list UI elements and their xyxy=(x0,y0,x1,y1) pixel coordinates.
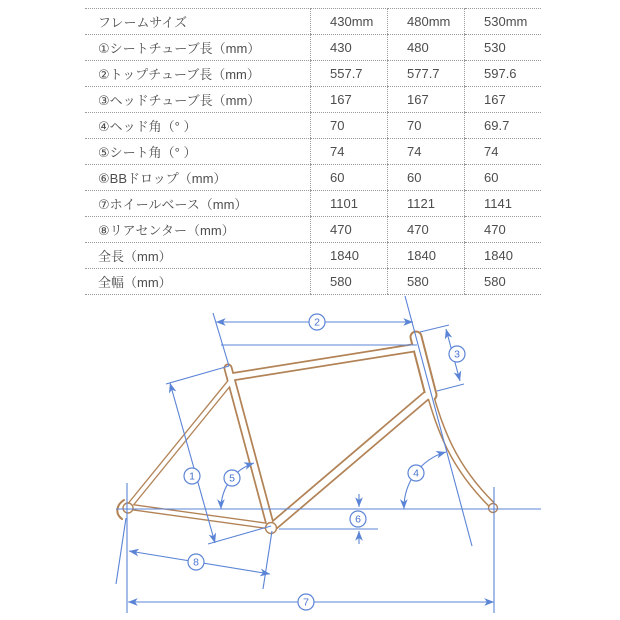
dim-seat-tube-tick-top xyxy=(166,366,229,384)
dim-head-tube-tick-top xyxy=(420,325,449,332)
svg-text:8: 8 xyxy=(193,556,199,569)
row-value-cell: 1840 xyxy=(311,243,388,269)
header-label-cell: フレームサイズ xyxy=(85,9,311,35)
row-value-cell: 167 xyxy=(311,87,388,113)
callout-top-tube xyxy=(309,314,325,330)
front-axle-circle xyxy=(489,504,498,513)
row-value-cell: 1840 xyxy=(465,243,542,269)
row-value-cell: 74 xyxy=(388,139,465,165)
row-value-cell: 597.6 xyxy=(465,61,542,87)
row-value-cell: 480 xyxy=(388,35,465,61)
dim-seat-tube-tick-bottom xyxy=(208,526,271,544)
row-value-cell: 69.7 xyxy=(465,113,542,139)
row-label-cell: ⑤シート角（° ） xyxy=(85,139,311,165)
row-label-cell: ③ヘッドチューブ長（mm） xyxy=(85,87,311,113)
svg-text:1: 1 xyxy=(189,470,195,483)
dimension-lines xyxy=(116,296,541,613)
callout-head-angle xyxy=(408,465,424,481)
rear-center-ext-right xyxy=(263,531,272,589)
row-label-cell: ②トップチューブ長（mm） xyxy=(85,61,311,87)
row-label-cell: 全長（mm） xyxy=(85,243,311,269)
rear-center-ext-left xyxy=(116,518,126,584)
row-value-cell: 580 xyxy=(465,269,542,295)
row-value-cell: 580 xyxy=(311,269,388,295)
seat-angle-arc xyxy=(221,463,254,509)
callout-bb-drop xyxy=(350,511,366,527)
seat-axis-extension xyxy=(213,313,229,366)
row-label-cell: ⑧リアセンター（mm） xyxy=(85,217,311,243)
dim-head-tube-tick-bottom xyxy=(437,384,464,391)
row-value-cell: 1141 xyxy=(465,191,542,217)
row-label-cell: ⑦ホイールベース（mm） xyxy=(85,191,311,217)
rear-axle-circle xyxy=(123,503,133,513)
row-value-cell: 60 xyxy=(465,165,542,191)
row-label-cell: 全幅（mm） xyxy=(85,269,311,295)
bb-circle xyxy=(266,523,277,534)
svg-text:2: 2 xyxy=(314,316,320,329)
row-value-cell: 470 xyxy=(465,217,542,243)
callout-rear-center xyxy=(188,554,204,570)
head-angle-arc xyxy=(404,452,446,509)
callout-seat-tube xyxy=(184,468,200,484)
header-size-cell: 530mm xyxy=(465,9,542,35)
row-value-cell: 167 xyxy=(388,87,465,113)
row-value-cell: 577.7 xyxy=(388,61,465,87)
row-value-cell: 74 xyxy=(311,139,388,165)
row-label-cell: ①シートチューブ長（mm） xyxy=(85,35,311,61)
row-value-cell: 60 xyxy=(311,165,388,191)
row-value-cell: 1840 xyxy=(388,243,465,269)
row-label-cell: ④ヘッド角（° ） xyxy=(85,113,311,139)
header-size-cell: 430mm xyxy=(311,9,388,35)
svg-text:5: 5 xyxy=(229,472,235,485)
row-value-cell: 70 xyxy=(311,113,388,139)
row-value-cell: 70 xyxy=(388,113,465,139)
row-value-cell: 530 xyxy=(465,35,542,61)
row-value-cell: 430 xyxy=(311,35,388,61)
row-value-cell: 1101 xyxy=(311,191,388,217)
callout-head-tube xyxy=(449,346,465,362)
row-value-cell: 557.7 xyxy=(311,61,388,87)
row-value-cell: 74 xyxy=(465,139,542,165)
svg-text:4: 4 xyxy=(413,467,419,480)
row-value-cell: 167 xyxy=(465,87,542,113)
row-value-cell: 470 xyxy=(388,217,465,243)
fork-blade xyxy=(430,394,491,504)
header-size-cell: 480mm xyxy=(388,9,465,35)
row-label-cell: ⑥BBドロップ（mm） xyxy=(85,165,311,191)
row-value-cell: 580 xyxy=(388,269,465,295)
svg-text:7: 7 xyxy=(303,596,309,609)
callout-wheelbase xyxy=(298,594,314,610)
row-value-cell: 1121 xyxy=(388,191,465,217)
row-value-cell: 470 xyxy=(311,217,388,243)
svg-text:3: 3 xyxy=(454,348,460,361)
callout-seat-angle xyxy=(224,470,240,486)
row-value-cell: 60 xyxy=(388,165,465,191)
svg-text:6: 6 xyxy=(355,513,361,526)
